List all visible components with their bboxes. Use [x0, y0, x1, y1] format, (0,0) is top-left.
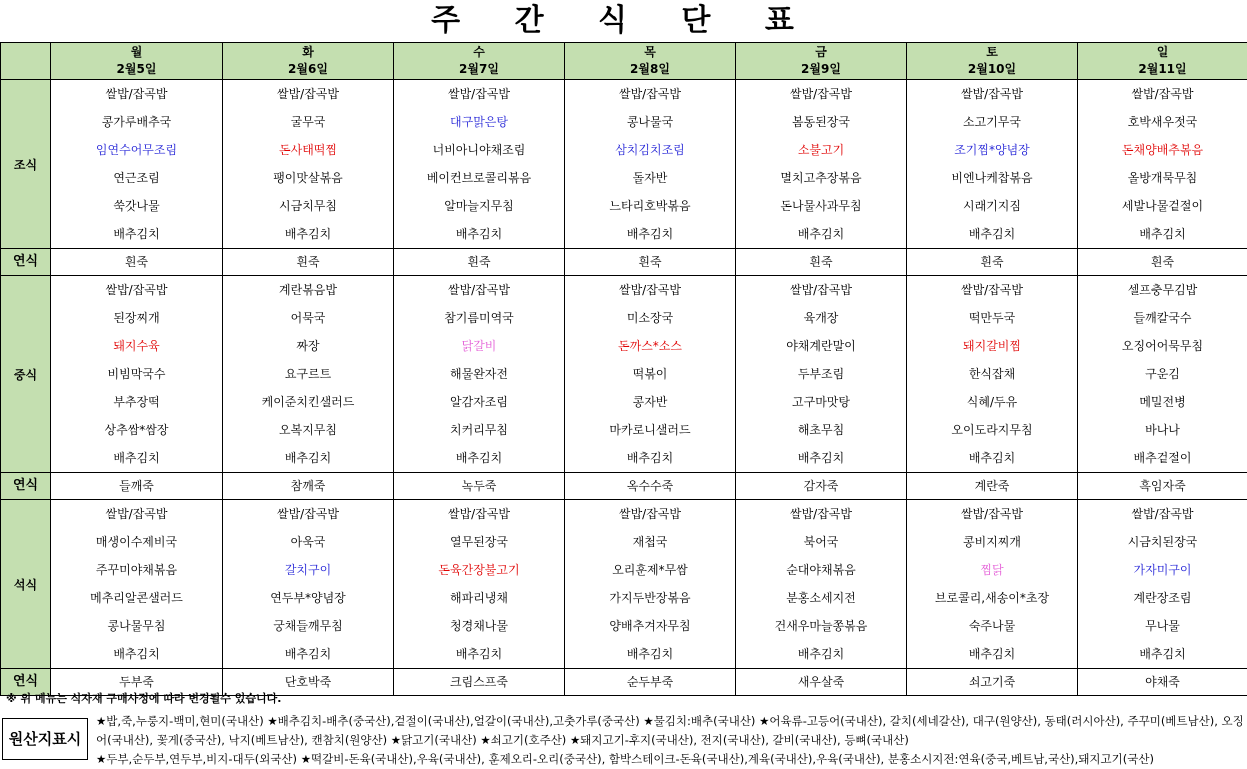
- menu-item: 고구마맛탕: [792, 395, 850, 409]
- day-header: [223, 43, 394, 80]
- lunch-cell: [736, 276, 907, 473]
- menu-item: 오이도라지무침: [951, 423, 1033, 437]
- menu-item: 식혜/두유: [966, 395, 1018, 409]
- menu-item: 닭갈비: [461, 339, 497, 353]
- porridge-cell: 흰죽: [223, 249, 394, 276]
- menu-item: 배추김치: [113, 647, 160, 661]
- menu-item: 케이준치킨샐러드: [261, 395, 355, 409]
- porridge-cell: 흰죽: [736, 249, 907, 276]
- breakfast-cell: [565, 80, 736, 249]
- menu-item: 궁채들깨무침: [273, 619, 343, 633]
- menu-item: 연근조림: [113, 171, 160, 185]
- breakfast-row: [1, 80, 1247, 249]
- menu-item: 쌀밥/잡곡밥: [960, 87, 1023, 101]
- menu-item: 배추김치: [455, 647, 503, 661]
- lunch-cell: [565, 276, 736, 473]
- menu-item: 돼지갈비찜: [963, 339, 1021, 353]
- porridge-cell: 흰죽: [51, 249, 223, 276]
- menu-item: 미소장국: [626, 311, 674, 325]
- menu-item: 메추리알콘샐러드: [90, 591, 183, 605]
- day-name: 목: [644, 45, 656, 59]
- menu-item: 쌀밥/잡곡밥: [960, 507, 1023, 521]
- menu-item: 짜장: [296, 339, 320, 353]
- meal-label-porridge: 연식: [1, 473, 51, 500]
- menu-item: 멸치고추장볶음: [780, 171, 862, 185]
- menu-item: 육개장: [803, 311, 839, 325]
- dinner-cell: [223, 500, 394, 669]
- dinner-cell: [51, 500, 223, 669]
- menu-item: 요구르트: [284, 367, 332, 381]
- menu-item: 브로콜리,새송이*초장: [934, 591, 1050, 605]
- porridge-cell: 흑임자죽: [1078, 473, 1247, 500]
- breakfast-cell: [1078, 80, 1247, 249]
- lunch-cell: [394, 276, 565, 473]
- menu-item: 올방개묵무침: [1127, 171, 1198, 185]
- menu-item: 시금치된장국: [1127, 535, 1198, 549]
- meal-label-dinner: 석식: [1, 500, 51, 669]
- menu-item: 배추김치: [968, 647, 1016, 661]
- menu-item: 떡만두국: [968, 311, 1016, 325]
- menu-item: 양배추겨자무침: [609, 619, 691, 633]
- menu-item: 가자미구이: [1133, 563, 1192, 577]
- porridge-cell: 흰죽: [1078, 249, 1247, 276]
- menu-item: 배추김치: [797, 451, 845, 465]
- menu-item: 배추김치: [284, 647, 332, 661]
- origin-line-1: ★밥,죽,누룽지-백미,현미(국내산) ★배추김치-배추(중국산),겉절이(국내산),얼갈이(국내산),고춧가루(중국산) ★물김치:배추(국내산) ★어육류-고등어(국내산), 갈치(세네갈산), 대구(원양산), 동태(러시아산), 주꾸미(베트남산), 오징어(국내산), 꽃게(중국산), 낙지(베트남산), 캔참치(원양산) ★닭고기(국내산) ★쇠고기(호주산) ★돼지고기-후지(국내산), 전지(국내산), 갈비(국내산), 등뼈(국내산): [96, 714, 1244, 747]
- day-header: [394, 43, 565, 80]
- menu-item: 너비아니야채조림: [432, 143, 526, 157]
- menu-item: 계란장조림: [1133, 591, 1192, 605]
- lunch-cell: [907, 276, 1078, 473]
- menu-item: 마카로니샐러드: [609, 423, 691, 437]
- menu-item: 쌀밥/잡곡밥: [276, 507, 339, 521]
- menu-item: 배추김치: [113, 227, 160, 241]
- menu-item: 쌀밥/잡곡밥: [789, 87, 852, 101]
- menu-item: 쌀밥/잡곡밥: [960, 283, 1023, 297]
- menu-item: 돈까스*소스: [618, 339, 682, 353]
- menu-item: 봄동된장국: [792, 115, 850, 129]
- breakfast-cell: [51, 80, 223, 249]
- dinner-cell: [394, 500, 565, 669]
- menu-item: 쌀밥/잡곡밥: [1131, 507, 1194, 521]
- menu-item: 콩나물국: [626, 115, 674, 129]
- dinner-cell: [736, 500, 907, 669]
- menu-item: 순대야채볶음: [786, 563, 856, 577]
- day-header-row: [1, 43, 1247, 80]
- lunch-cell: [51, 276, 223, 473]
- menu-item: 배추김치: [455, 227, 503, 241]
- menu-item: 야채계란말이: [786, 339, 856, 353]
- menu-item: 된장찌개: [113, 311, 160, 325]
- menu-item: 소고기무국: [963, 115, 1021, 129]
- porridge-cell: 흰죽: [565, 249, 736, 276]
- menu-item: 오징어어묵무침: [1121, 339, 1204, 353]
- lunch-porridge-row: [1, 473, 1247, 500]
- menu-item: 돈사태떡찜: [279, 143, 337, 157]
- menu-item: 분홍소세지전: [786, 591, 856, 605]
- menu-item: 북어국: [803, 535, 839, 549]
- menu-item: 찜닭: [980, 563, 1004, 577]
- day-header: [51, 43, 223, 80]
- menu-item: 갈치구이: [284, 563, 332, 577]
- menu-item: 소불고기: [797, 143, 845, 157]
- menu-item: 재첩국: [632, 535, 668, 549]
- day-name: 일: [1156, 45, 1169, 59]
- menu-item: 세발나물겉절이: [1121, 199, 1204, 213]
- menu-item: 비빔막국수: [107, 367, 166, 381]
- day-header: [565, 43, 736, 80]
- day-name: 화: [302, 45, 314, 59]
- menu-item: 쌀밥/잡곡밥: [789, 283, 852, 297]
- menu-item: 쌀밥/잡곡밥: [618, 283, 681, 297]
- page-title: 주 간 식 단 표: [431, 3, 816, 38]
- menu-item: 어묵국: [290, 311, 326, 325]
- menu-item: 바나나: [1145, 423, 1180, 437]
- menu-item: 비엔나케찹볶음: [951, 171, 1033, 185]
- menu-item: 돈육간장불고기: [438, 563, 520, 577]
- menu-item: 알감자조림: [450, 395, 508, 409]
- breakfast-porridge-row: [1, 249, 1247, 276]
- menu-item: 참기름미역국: [444, 311, 514, 325]
- day-header: [907, 43, 1078, 80]
- weekly-menu-table: [0, 42, 1247, 696]
- day-date: 2월6일: [288, 62, 328, 76]
- menu-item: 쌀밥/잡곡밥: [789, 507, 852, 521]
- breakfast-cell: [223, 80, 394, 249]
- menu-item: 베이컨브로콜리볶음: [426, 171, 532, 185]
- porridge-cell: 참깨죽: [223, 473, 394, 500]
- origin-section: [0, 710, 1247, 769]
- menu-item: 떡볶이: [632, 367, 668, 381]
- day-date: 2월10일: [967, 62, 1017, 76]
- menu-item: 쌀밥/잡곡밥: [447, 507, 510, 521]
- menu-item: 배추김치: [1139, 647, 1186, 661]
- corner-cell: [1, 43, 51, 80]
- day-date: 2월11일: [1138, 62, 1187, 76]
- menu-item: 대구맑은탕: [450, 115, 508, 129]
- menu-item: 임연수어무조림: [95, 143, 178, 157]
- menu-item: 돈채양배추볶음: [1121, 143, 1204, 157]
- menu-item: 콩가루배추국: [101, 115, 172, 129]
- day-header: [1078, 43, 1247, 80]
- porridge-cell: 계란죽: [907, 473, 1078, 500]
- menu-item: 콩비지찌개: [963, 535, 1021, 549]
- menu-item: 배추김치: [626, 451, 674, 465]
- day-date: 2월9일: [801, 62, 841, 76]
- menu-item: 배추겉절이: [1133, 451, 1192, 465]
- menu-item: 부추장떡: [113, 395, 160, 409]
- meal-label-breakfast: 조식: [1, 80, 51, 249]
- menu-item: 해파리냉채: [450, 591, 508, 605]
- menu-item: 배추김치: [284, 227, 332, 241]
- menu-item: 호박새우젓국: [1127, 115, 1198, 129]
- menu-item: 무나물: [1145, 619, 1180, 633]
- menu-item: 알마늘지무침: [444, 199, 514, 213]
- menu-item: 배추김치: [626, 647, 674, 661]
- porridge-cell: 흰죽: [394, 249, 565, 276]
- menu-item: 돼지수육: [113, 339, 160, 353]
- dinner-cell: [565, 500, 736, 669]
- day-name: 토: [986, 45, 998, 59]
- porridge-cell: 감자죽: [736, 473, 907, 500]
- day-header: [736, 43, 907, 80]
- meal-label-porridge: 연식: [1, 669, 51, 696]
- menu-item: 상추쌈*쌈장: [104, 423, 169, 437]
- porridge-cell: 쇠고기죽: [907, 669, 1078, 696]
- meal-label-lunch: 중식: [1, 276, 51, 473]
- menu-item: 계란볶음밥: [279, 283, 337, 297]
- day-name: 월: [130, 45, 143, 59]
- menu-change-notice: ※ 위 메뉴는 식자재 구매사정에 따라 변경될수 있습니다.: [6, 692, 282, 705]
- menu-item: 두부조림: [797, 367, 845, 381]
- day-name: 수: [473, 45, 485, 59]
- menu-item: 건새우마늘쫑볶음: [774, 619, 868, 633]
- menu-item: 해초무침: [797, 423, 845, 437]
- porridge-cell: 녹두죽: [394, 473, 565, 500]
- menu-item: 오복지무침: [279, 423, 337, 437]
- menu-item: 셀프충무김밥: [1127, 283, 1198, 297]
- menu-item: 배추김치: [113, 451, 160, 465]
- menu-item: 쌀밥/잡곡밥: [105, 283, 168, 297]
- menu-item: 쌀밥/잡곡밥: [618, 507, 681, 521]
- breakfast-cell: [907, 80, 1078, 249]
- dinner-cell: [907, 500, 1078, 669]
- porridge-cell: 들깨죽: [51, 473, 223, 500]
- menu-item: 굴무국: [290, 115, 326, 129]
- menu-item: 팽이맛살볶음: [273, 171, 343, 185]
- menu-item: 배추김치: [968, 227, 1016, 241]
- menu-item: 쑥갓나물: [113, 199, 160, 213]
- dinner-row: [1, 500, 1247, 669]
- menu-item: 열무된장국: [450, 535, 508, 549]
- menu-item: 쌀밥/잡곡밥: [105, 87, 168, 101]
- day-name: 금: [815, 45, 827, 59]
- origin-text: [96, 712, 1244, 769]
- breakfast-cell: [394, 80, 565, 249]
- menu-item: 돈나물사과무침: [780, 199, 862, 213]
- day-date: 2월5일: [116, 62, 157, 76]
- menu-item: 쌀밥/잡곡밥: [1131, 87, 1194, 101]
- menu-item: 아욱국: [290, 535, 326, 549]
- porridge-cell: 단호박죽: [223, 669, 394, 696]
- origin-label: 원산지표시: [2, 718, 88, 760]
- menu-item: 콩나물무침: [107, 619, 166, 633]
- menu-item: 오리훈제*무쌈: [612, 563, 688, 577]
- menu-item: 배추김치: [797, 647, 845, 661]
- menu-item: 쌀밥/잡곡밥: [447, 283, 510, 297]
- menu-item: 시래기지짐: [963, 199, 1021, 213]
- menu-item: 한식잡채: [968, 367, 1016, 381]
- meal-label-porridge: 연식: [1, 249, 51, 276]
- breakfast-cell: [736, 80, 907, 249]
- menu-item: 가지두반장볶음: [609, 591, 691, 605]
- menu-item: 쌀밥/잡곡밥: [276, 87, 339, 101]
- menu-item: 쌀밥/잡곡밥: [447, 87, 510, 101]
- menu-item: 콩자반: [632, 395, 668, 409]
- menu-item: 들깨칼국수: [1133, 311, 1192, 325]
- menu-item: 시금치무침: [279, 199, 337, 213]
- porridge-cell: 두부죽: [51, 669, 223, 696]
- porridge-cell: 크림스프죽: [394, 669, 565, 696]
- menu-item: 매생이수제비국: [95, 535, 178, 549]
- menu-item: 치커리무침: [450, 423, 508, 437]
- porridge-cell: 옥수수죽: [565, 473, 736, 500]
- menu-item: 배추김치: [284, 451, 332, 465]
- origin-line-2: ★두부,순두부,연두부,비지-대두(외국산) ★떡갈비-돈육(국내산),우육(국내산), 훈제오리-오리(중국산), 함박스테이크-돈육(국내산),계육(국내산),우육(국내산), 분홍소시지전:연육(중국,베트남,국산),돼지고기(국산): [96, 752, 1154, 766]
- menu-item: 배추김치: [968, 451, 1016, 465]
- menu-item: 배추김치: [455, 451, 503, 465]
- day-date: 2월8일: [630, 62, 670, 76]
- menu-item: 숙주나물: [968, 619, 1016, 633]
- menu-item: 주꾸미야채볶음: [95, 563, 178, 577]
- porridge-cell: 흰죽: [907, 249, 1078, 276]
- lunch-row: [1, 276, 1247, 473]
- menu-item: 메밀전병: [1139, 395, 1186, 409]
- menu-item: 돌자반: [632, 171, 668, 185]
- menu-item: 해물완자전: [450, 367, 508, 381]
- porridge-cell: 새우살죽: [736, 669, 907, 696]
- menu-item: 삼치김치조림: [615, 143, 685, 157]
- menu-item: 청경채나물: [450, 619, 508, 633]
- menu-item: 쌀밥/잡곡밥: [618, 87, 681, 101]
- menu-item: 느타리호박볶음: [609, 199, 691, 213]
- menu-item: 배추김치: [1139, 227, 1186, 241]
- lunch-cell: [1078, 276, 1247, 473]
- menu-item: 조기찜*양념장: [954, 143, 1030, 157]
- menu-item: 구운김: [1145, 367, 1180, 381]
- porridge-cell: 순두부죽: [565, 669, 736, 696]
- menu-item: 배추김치: [797, 227, 845, 241]
- porridge-cell: 야채죽: [1078, 669, 1247, 696]
- menu-item: 배추김치: [626, 227, 674, 241]
- day-date: 2월7일: [459, 62, 499, 76]
- menu-item: 쌀밥/잡곡밥: [105, 507, 168, 521]
- dinner-cell: [1078, 500, 1247, 669]
- menu-item: 연두부*양념장: [270, 591, 346, 605]
- lunch-cell: [223, 276, 394, 473]
